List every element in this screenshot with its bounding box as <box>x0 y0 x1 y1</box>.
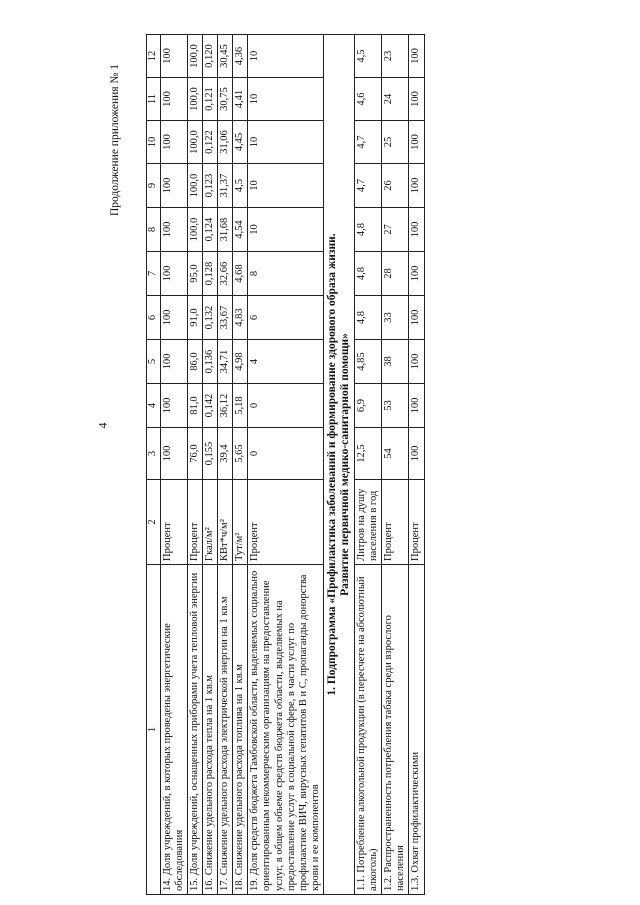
indicator-value: 100 <box>409 78 424 121</box>
indicator-value: 4,7 <box>355 164 382 208</box>
column-number: 10 <box>147 121 161 164</box>
indicator-value: 100,0 <box>188 78 203 121</box>
indicator-value: 54 <box>382 428 409 480</box>
table-row <box>203 35 218 895</box>
section-header <box>323 35 354 895</box>
indicator-value: 4,45 <box>233 121 248 164</box>
indicator-value: 76,0 <box>188 428 203 480</box>
indicator-value: 0,142 <box>203 384 218 428</box>
indicator-value: 100,0 <box>188 164 203 208</box>
indicator-value: 86,0 <box>188 340 203 384</box>
indicator-value: 4,5 <box>233 164 248 208</box>
section-title: 1. Подпрограмма «Профилактика заболеваний и формирование здорового образа жизни. <box>325 233 338 696</box>
table-row <box>161 35 188 895</box>
table-body <box>161 35 425 895</box>
column-number: 8 <box>147 208 161 252</box>
indicator-value: 0,155 <box>203 428 218 480</box>
column-number: 7 <box>147 252 161 296</box>
column-number: 12 <box>147 35 161 78</box>
indicator-value: 38 <box>382 340 409 384</box>
indicator-value: 33 <box>382 296 409 340</box>
indicator-value: 100 <box>161 252 188 296</box>
indicator-value: 31,37 <box>218 164 233 208</box>
indicator-unit: Тут/м² <box>233 480 248 565</box>
indicator-value: 4,85 <box>355 340 382 384</box>
column-number: 2 <box>147 480 161 565</box>
indicator-table <box>146 34 425 895</box>
indicator-value: 25 <box>382 121 409 164</box>
section-header-row <box>323 35 354 895</box>
indicator-value: 100 <box>161 384 188 428</box>
indicator-name: 18. Снижение удельного расхода топлива на 1 кв.м <box>233 565 248 895</box>
indicator-value: 4,8 <box>355 252 382 296</box>
table-row <box>355 35 382 895</box>
indicator-value: 100 <box>409 164 424 208</box>
indicator-name: 19. Доля средств бюджета Тамбовской области, выделяемых социально ориентированным некоммерческим организациям на предоставление услуг, в общем объеме средств бюджета области, выделяемых на предоставление услуг в социальной сфере, в части услуг по профилактике ВИЧ, вирусных гепатитов В и С, пропаганды донорства крови и ее компонентов <box>248 565 323 895</box>
column-number: 5 <box>147 340 161 384</box>
indicator-value: 100 <box>409 208 424 252</box>
continuation-label: Продолжение приложения № 1 <box>109 63 121 217</box>
indicator-value: 23 <box>382 35 409 78</box>
indicator-value: 0,124 <box>203 208 218 252</box>
column-number: 4 <box>147 384 161 428</box>
indicator-value: 31,06 <box>218 121 233 164</box>
table-row <box>218 35 233 895</box>
page-number: 4 <box>95 422 110 429</box>
indicator-value: 6,9 <box>355 384 382 428</box>
indicator-value: 100 <box>161 340 188 384</box>
table-row <box>233 35 248 895</box>
indicator-value: 28 <box>382 252 409 296</box>
indicator-unit: Процент <box>382 480 409 565</box>
indicator-value: 100,0 <box>188 208 203 252</box>
indicator-value: 8 <box>248 252 323 296</box>
indicator-value: 100 <box>161 164 188 208</box>
continuation-wrap <box>105 30 121 250</box>
indicator-unit: КВт*ч/м² <box>218 480 233 565</box>
rotated-table-container <box>146 35 591 895</box>
indicator-value: 0,122 <box>203 121 218 164</box>
indicator-value: 100 <box>409 428 424 480</box>
indicator-value: 100 <box>409 340 424 384</box>
indicator-name: 16. Снижение удельного расхода тепла на 1 кв.м <box>203 565 218 895</box>
column-number: 3 <box>147 428 161 480</box>
indicator-value: 4,68 <box>233 252 248 296</box>
indicator-value: 100 <box>409 384 424 428</box>
indicator-value: 33,67 <box>218 296 233 340</box>
indicator-value: 27 <box>382 208 409 252</box>
indicator-value: 100 <box>161 208 188 252</box>
indicator-name: 1.1. Потребление алкогольной продукции (в пересчете на абсолютный алкоголь) <box>355 565 382 895</box>
indicator-name: 1.3. Охват профилактическими <box>409 565 424 895</box>
indicator-value: 4,7 <box>355 121 382 164</box>
indicator-value: 100,0 <box>188 121 203 164</box>
table-row <box>382 35 409 895</box>
column-number: 6 <box>147 296 161 340</box>
indicator-value: 30,75 <box>218 78 233 121</box>
indicator-value: 10 <box>248 121 323 164</box>
indicator-value: 0 <box>248 428 323 480</box>
indicator-value: 0,136 <box>203 340 218 384</box>
table-row <box>188 35 203 895</box>
indicator-unit: Литров на душу населения в год <box>355 480 382 565</box>
indicator-value: 81,0 <box>188 384 203 428</box>
indicator-value: 5,18 <box>233 384 248 428</box>
indicator-unit: Процент <box>188 480 203 565</box>
column-number: 1 <box>147 565 161 895</box>
indicator-value: 4,8 <box>355 296 382 340</box>
indicator-value: 30,45 <box>218 35 233 78</box>
indicator-unit: Процент <box>161 480 188 565</box>
column-number: 9 <box>147 164 161 208</box>
indicator-value: 4,36 <box>233 35 248 78</box>
indicator-value: 4,5 <box>355 35 382 78</box>
indicator-value: 0,132 <box>203 296 218 340</box>
indicator-value: 4,54 <box>233 208 248 252</box>
indicator-name: 17. Снижение удельного расхода электрической энергии на 1 кв.м <box>218 565 233 895</box>
indicator-value: 36,12 <box>218 384 233 428</box>
indicator-value: 53 <box>382 384 409 428</box>
indicator-value: 100 <box>409 121 424 164</box>
indicator-value: 100 <box>161 428 188 480</box>
indicator-value: 26 <box>382 164 409 208</box>
indicator-value: 0,123 <box>203 164 218 208</box>
indicator-value: 100,0 <box>188 35 203 78</box>
indicator-value: 100 <box>161 35 188 78</box>
indicator-value: 10 <box>248 78 323 121</box>
indicator-value: 12,5 <box>355 428 382 480</box>
indicator-unit: Процент <box>409 480 424 565</box>
indicator-value: 31,68 <box>218 208 233 252</box>
indicator-unit: Гкал/м² <box>203 480 218 565</box>
indicator-name: 15. Доля учреждений, оснащенных приборами учета тепловой энергии <box>188 565 203 895</box>
indicator-value: 4,6 <box>355 78 382 121</box>
indicator-value: 4,83 <box>233 296 248 340</box>
indicator-value: 100 <box>409 252 424 296</box>
indicator-value: 4 <box>248 340 323 384</box>
indicator-value: 0,128 <box>203 252 218 296</box>
table-row <box>409 35 424 895</box>
indicator-value: 6 <box>248 296 323 340</box>
table-row <box>248 35 323 895</box>
section-subtitle: Развитие первичной медико-санитарной помощи» <box>338 333 351 596</box>
indicator-name: 1.2. Распространенность потребления табака среди взрослого населения <box>382 565 409 895</box>
indicator-value: 5,65 <box>233 428 248 480</box>
indicator-value: 34,71 <box>218 340 233 384</box>
indicator-value: 4,41 <box>233 78 248 121</box>
indicator-value: 100 <box>161 121 188 164</box>
indicator-value: 4,8 <box>355 208 382 252</box>
indicator-value: 10 <box>248 164 323 208</box>
indicator-value: 32,66 <box>218 252 233 296</box>
indicator-value: 0,120 <box>203 35 218 78</box>
column-number: 11 <box>147 78 161 121</box>
indicator-value: 39,4 <box>218 428 233 480</box>
indicator-value: 4,98 <box>233 340 248 384</box>
indicator-value: 100 <box>161 296 188 340</box>
column-number-row <box>147 35 161 895</box>
indicator-unit: Процент <box>248 480 323 565</box>
indicator-value: 0,121 <box>203 78 218 121</box>
indicator-value: 91,0 <box>188 296 203 340</box>
indicator-value: 10 <box>248 208 323 252</box>
indicator-value: 24 <box>382 78 409 121</box>
indicator-value: 100 <box>161 78 188 121</box>
indicator-value: 100 <box>409 296 424 340</box>
indicator-value: 100 <box>409 35 424 78</box>
indicator-value: 0 <box>248 384 323 428</box>
indicator-value: 10 <box>248 35 323 78</box>
indicator-value: 95,0 <box>188 252 203 296</box>
indicator-name: 14. Доля учреждений, в которых проведены энергетические обследования <box>161 565 188 895</box>
